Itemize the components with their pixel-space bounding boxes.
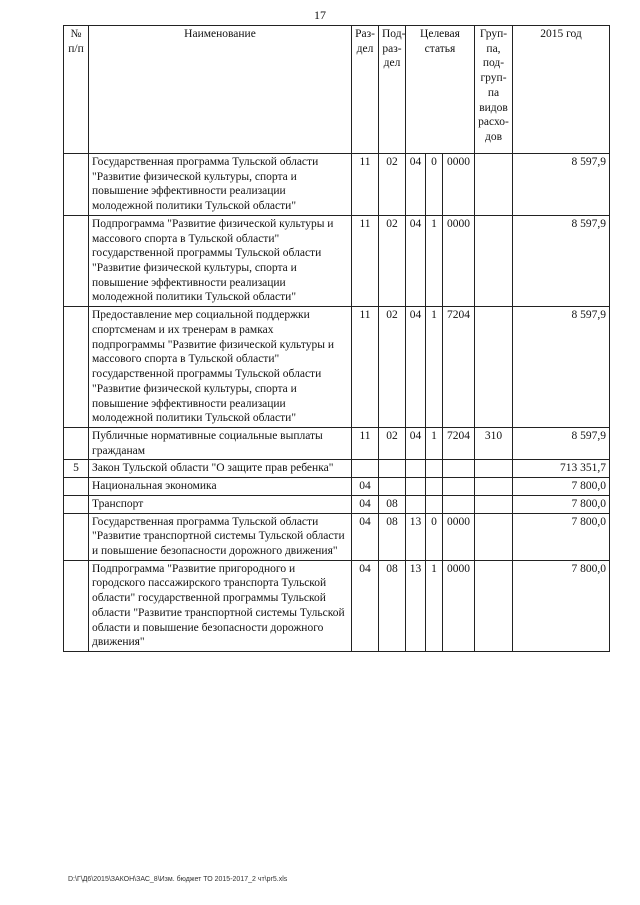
- row-razdel: [352, 460, 379, 478]
- row-name: Подпрограмма "Развитие пригородного и городского пассажирского транспорта Тульской области" государственной программы Тульской области "Развитие транспортной системы Тульской области и повышение безопасности дорожного движения": [89, 560, 352, 651]
- table-body: [64, 154, 610, 652]
- row-amount-2015: 8 597,9: [513, 154, 610, 216]
- row-amount-2015: 7 800,0: [513, 495, 610, 513]
- row-target-program: [406, 478, 426, 496]
- row-target-subprogram: 0: [426, 513, 443, 560]
- row-target-subprogram: 1: [426, 560, 443, 651]
- row-expense-group: [475, 154, 513, 216]
- table-row: [64, 307, 610, 428]
- row-number: [64, 307, 89, 428]
- budget-table: [63, 25, 610, 652]
- row-amount-2015: 8 597,9: [513, 307, 610, 428]
- row-target-subprogram: [426, 478, 443, 496]
- table-row: [64, 513, 610, 560]
- row-target-code: 7204: [443, 427, 475, 459]
- row-target-code: [443, 495, 475, 513]
- row-amount-2015: 7 800,0: [513, 560, 610, 651]
- row-expense-group: [475, 215, 513, 306]
- row-podrazdel: 02: [379, 215, 406, 306]
- row-target-subprogram: 1: [426, 427, 443, 459]
- row-razdel: 04: [352, 560, 379, 651]
- row-name: Национальная экономика: [89, 478, 352, 496]
- row-name: Публичные нормативные социальные выплаты гражданам: [89, 427, 352, 459]
- row-amount-2015: 7 800,0: [513, 513, 610, 560]
- row-target-subprogram: 0: [426, 154, 443, 216]
- row-name: Закон Тульской области "О защите прав ребенка": [89, 460, 352, 478]
- header-no: № п/п: [64, 26, 89, 154]
- row-expense-group: [475, 560, 513, 651]
- table-row: [64, 460, 610, 478]
- row-podrazdel: 02: [379, 307, 406, 428]
- row-target-program: 04: [406, 307, 426, 428]
- row-podrazdel: [379, 478, 406, 496]
- row-name: Государственная программа Тульской области "Развитие физической культуры, спорта и повышение эффективности реализации молодежной политики Тульской области": [89, 154, 352, 216]
- table-row: [64, 495, 610, 513]
- row-target-subprogram: [426, 460, 443, 478]
- row-amount-2015: 713 351,7: [513, 460, 610, 478]
- row-amount-2015: 7 800,0: [513, 478, 610, 496]
- table-row: [64, 478, 610, 496]
- table-row: [64, 427, 610, 459]
- row-razdel: 04: [352, 478, 379, 496]
- row-number: [64, 513, 89, 560]
- row-target-program: [406, 460, 426, 478]
- row-target-code: [443, 478, 475, 496]
- row-podrazdel: 08: [379, 513, 406, 560]
- row-number: [64, 478, 89, 496]
- header-expense-group: Груп- па, под- груп- па видов расхо- дов: [475, 26, 513, 154]
- row-target-subprogram: [426, 495, 443, 513]
- row-razdel: 11: [352, 307, 379, 428]
- table-row: [64, 154, 610, 216]
- row-name: Подпрограмма "Развитие физической культуры и массового спорта в Тульской области" государственной программы Тульской области "Развитие физической культуры, спорта и повышение эффективности реализации молодежной политики Тульской области": [89, 215, 352, 306]
- row-number: [64, 427, 89, 459]
- row-name: Предоставление мер социальной поддержки спортсменам и их тренерам в рамках подпрограммы "Развитие физической культуры и массового спорта в Тульской области" государственной программы Тульской области "Развитие физической культуры, спорта и повышение эффективности реализации молодежной политики Тульской области": [89, 307, 352, 428]
- row-amount-2015: 8 597,9: [513, 427, 610, 459]
- row-razdel: 04: [352, 513, 379, 560]
- row-expense-group: 310: [475, 427, 513, 459]
- row-target-program: 13: [406, 560, 426, 651]
- row-razdel: 11: [352, 215, 379, 306]
- row-razdel: 11: [352, 154, 379, 216]
- row-expense-group: [475, 495, 513, 513]
- header-razdel: Раз- дел: [352, 26, 379, 154]
- row-target-code: 7204: [443, 307, 475, 428]
- row-target-subprogram: 1: [426, 307, 443, 428]
- row-name: Транспорт: [89, 495, 352, 513]
- row-podrazdel: 02: [379, 154, 406, 216]
- row-number: [64, 560, 89, 651]
- file-path-footer: D:\Г\Д6\2015\ЗАКОН\ЗАС_8\Изм. бюджет ТО 2015-2017_2 чт\pr5.xls: [68, 876, 288, 883]
- row-number: 5: [64, 460, 89, 478]
- row-number: [64, 215, 89, 306]
- row-target-program: 04: [406, 215, 426, 306]
- row-target-code: 0000: [443, 215, 475, 306]
- row-amount-2015: 8 597,9: [513, 215, 610, 306]
- header-year-2015: 2015 год: [513, 26, 610, 154]
- row-target-code: [443, 460, 475, 478]
- row-number: [64, 495, 89, 513]
- row-target-program: 13: [406, 513, 426, 560]
- table-row: [64, 560, 610, 651]
- page-number: 17: [314, 8, 326, 22]
- row-podrazdel: 08: [379, 560, 406, 651]
- header-name: Наименование: [89, 26, 352, 154]
- table-row: [64, 215, 610, 306]
- row-razdel: 04: [352, 495, 379, 513]
- row-podrazdel: 08: [379, 495, 406, 513]
- row-target-code: 0000: [443, 154, 475, 216]
- row-target-program: 04: [406, 154, 426, 216]
- row-target-subprogram: 1: [426, 215, 443, 306]
- row-target-code: 0000: [443, 560, 475, 651]
- row-number: [64, 154, 89, 216]
- row-target-code: 0000: [443, 513, 475, 560]
- row-expense-group: [475, 478, 513, 496]
- row-name: Государственная программа Тульской области "Развитие транспортной системы Тульской области и повышение безопасности дорожного движения": [89, 513, 352, 560]
- header-row: [64, 26, 610, 154]
- row-target-program: 04: [406, 427, 426, 459]
- row-podrazdel: [379, 460, 406, 478]
- row-expense-group: [475, 307, 513, 428]
- row-razdel: 11: [352, 427, 379, 459]
- header-target-article: Целевая статья: [406, 26, 475, 154]
- header-podrazdel: Под- раз- дел: [379, 26, 406, 154]
- row-target-program: [406, 495, 426, 513]
- row-podrazdel: 02: [379, 427, 406, 459]
- row-expense-group: [475, 513, 513, 560]
- row-expense-group: [475, 460, 513, 478]
